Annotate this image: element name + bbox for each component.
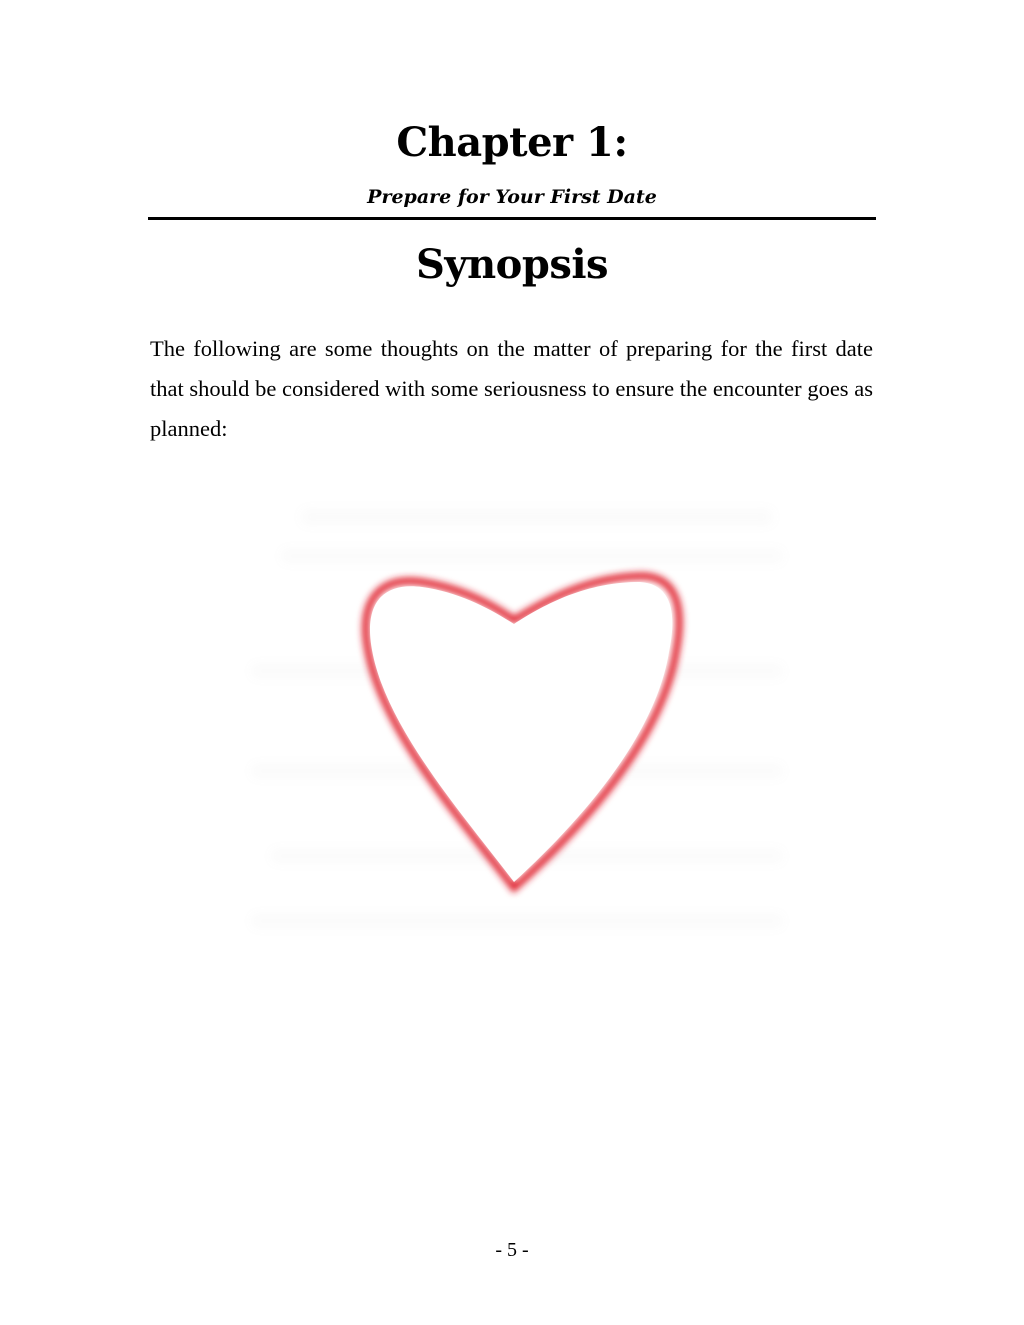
section-heading: Synopsis: [415, 241, 609, 288]
chapter-subtitle: Prepare for Your First Date: [367, 186, 657, 208]
chapter-title: Chapter 1:: [396, 119, 628, 166]
body-paragraph: The following are some thoughts on the matter of preparing for the first date that should be considered with some seriousness to ensure the encounter goes as planned:: [150, 336, 873, 441]
heading-divider: [148, 217, 876, 220]
heart-icon: [232, 490, 792, 940]
heart-illustration: [232, 490, 792, 940]
heart-body: [370, 582, 672, 882]
page-number: - 5 -: [495, 1239, 529, 1261]
